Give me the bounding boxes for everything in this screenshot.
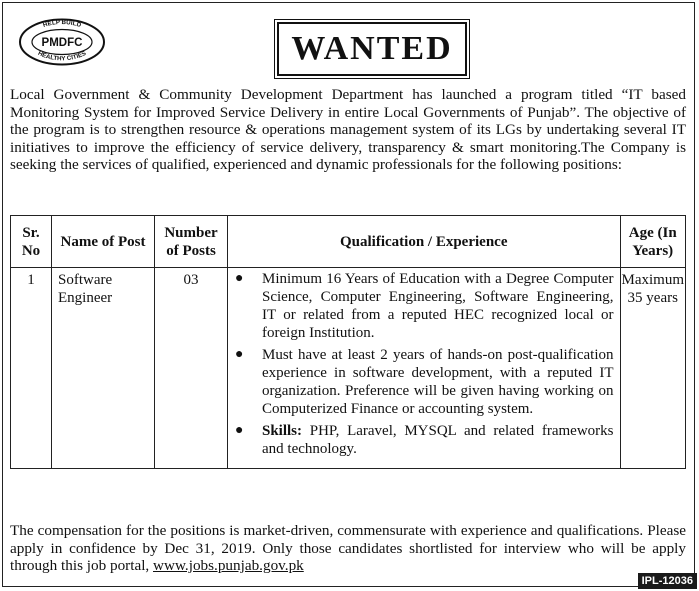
logo-top-text: HELP BUILD: [42, 18, 82, 30]
requirements-list: [232, 270, 614, 458]
row-age: Maximum 35 years: [620, 268, 686, 469]
table-header-row: [11, 216, 686, 268]
requirement-item-skills: [235, 422, 614, 458]
requirement-text: Must have at least 2 years of hands-on post-qualification experience in software development, with a reputed IT organization. Preference will be given having working on Computerized Finance or accounting system.: [262, 347, 614, 417]
requirement-text: Minimum 16 Years of Education with a Degree Computer Science, Computer Engineering, Software Engineering, IT or related from a reputed HEC recognized local or foreign Institution.: [262, 271, 614, 341]
pmdfc-logo-emblem: [18, 18, 106, 66]
row-post-name: Software Engineer: [52, 268, 155, 469]
bullet-icon: ●: [235, 271, 244, 286]
logo-bottom-text: HEALTHY CITIES: [36, 49, 88, 63]
row-sr-no: 1: [11, 268, 52, 469]
outro-paragraph: [10, 522, 686, 575]
skills-label: Skills:: [262, 423, 303, 439]
header-sr-no: Sr. No: [11, 216, 52, 268]
header-post-name: Name of Post: [52, 216, 155, 268]
bullet-icon: ●: [235, 347, 244, 362]
requirement-item: [235, 346, 614, 418]
header-age: Age (In Years): [620, 216, 686, 268]
row-qualification: [228, 268, 621, 469]
row-number-of-posts: 03: [155, 268, 228, 469]
header-qualification: Qualification / Experience: [228, 216, 621, 268]
wanted-heading: WANTED: [277, 22, 467, 76]
positions-table: [10, 215, 686, 469]
skills-text: PHP, Laravel, MYSQL and related frameworks and technology.: [262, 423, 614, 457]
header-number-of-posts: Number of Posts: [155, 216, 228, 268]
pmdfc-logo: [18, 18, 106, 66]
intro-paragraph: Local Government & Community Development Department has launched a program titled “IT based Monitoring System for Improved Service Delivery in entire Local Governments of Punjab”. The objective of the program is to strengthen resource & operations management system of its LGs by undertaking several IT initiatives to improve the efficiency of service delivery, transparency & smart monitoring.The Company is seeking the services of qualified, experienced and dynamic professionals for the following positions:: [10, 86, 686, 174]
outro-text: The compensation for the positions is market-driven, commensurate with experience and qualifications. Please apply in confidence by Dec 31, 2019. Only those candidates shortlisted for interview who will be apply through this job portal,: [10, 522, 686, 574]
requirement-item: [235, 270, 614, 342]
reference-code: IPL-12036: [638, 573, 697, 589]
job-portal-link[interactable]: www.jobs.punjab.gov.pk: [153, 557, 304, 574]
logo-center-text: PMDFC: [41, 37, 83, 49]
table-row: [11, 268, 686, 469]
bullet-icon: ●: [235, 423, 244, 438]
